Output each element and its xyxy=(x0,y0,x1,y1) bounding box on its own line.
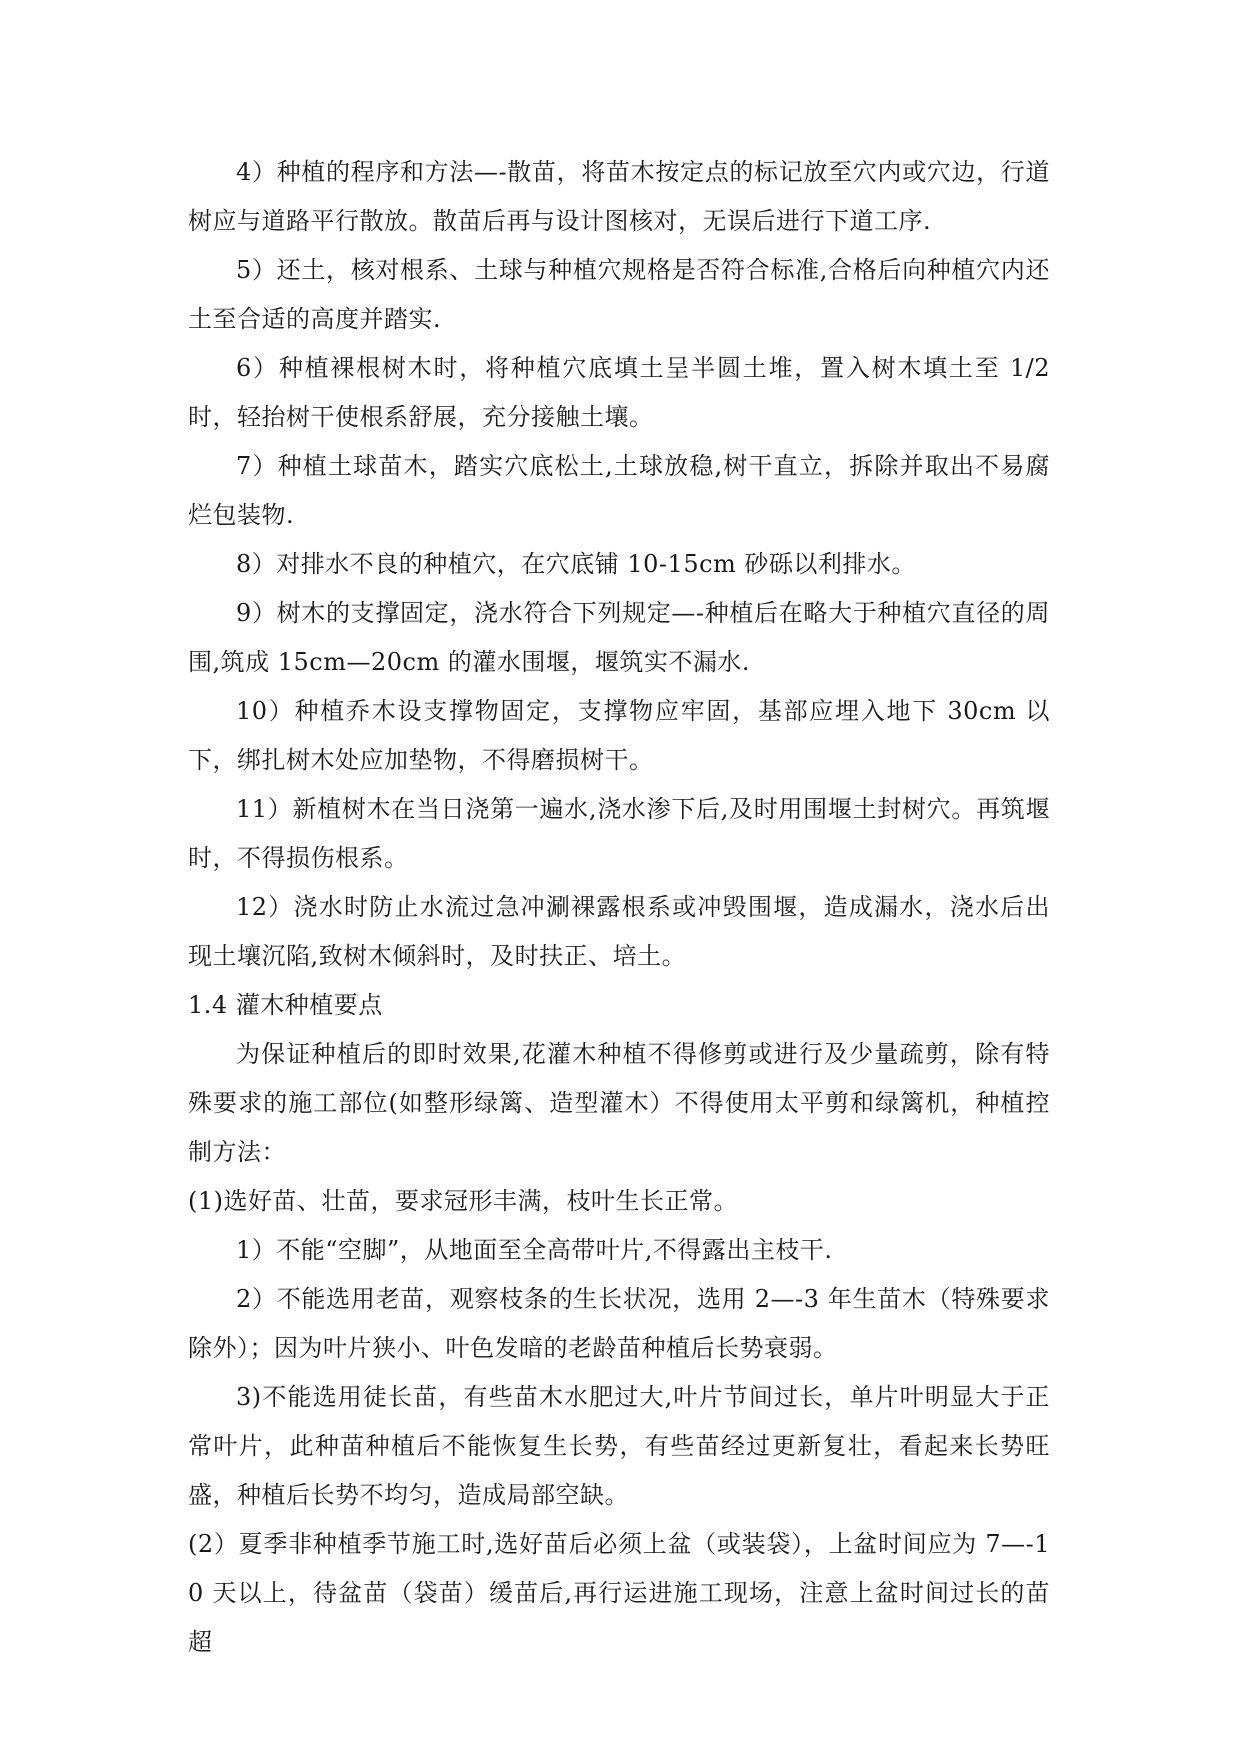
section-heading: 1.4 灌木种植要点 xyxy=(188,991,383,1019)
paragraph-step-10: 10）种植乔木设支撑物固定，支撑物应牢固，基部应埋入地下 30cm 以下，绑扎树木处应加垫物，不得磨损树干。 xyxy=(188,697,1050,774)
paragraph-item-1-sub-1: 1）不能“空脚”，从地面至全高带叶片,不得露出主枝干. xyxy=(236,1236,833,1264)
paragraph-step-6: 6）种植裸根树木时，将种植穴底填土呈半圆土堆，置入树木填土至 1/2 时，轻抬树干使根系舒展，充分接触土壤。 xyxy=(188,354,1050,431)
document-body xyxy=(188,148,1050,1667)
paragraph-step-5: 5）还土，核对根系、土球与种植穴规格是否符合标准,合格后向种植穴内还土至合适的高度并踏实. xyxy=(188,256,1050,333)
paragraph-intro: 为保证种植后的即时效果,花灌木种植不得修剪或进行及少量疏剪，除有特殊要求的施工部位(如整形绿篱、造型灌木）不得使用太平剪和绿篱机，种植控制方法： xyxy=(188,1040,1050,1166)
paragraph-step-9: 9）树木的支撑固定，浇水符合下列规定—-种植后在略大于种植穴直径的周围,筑成 15cm—20cm 的灌水围堰，堰筑实不漏水. xyxy=(188,599,1050,676)
paragraph-step-12: 12）浇水时防止水流过急冲涮裸露根系或冲毁围堰，造成漏水，浇水后出现土壤沉陷,致树木倾斜时，及时扶正、培土。 xyxy=(188,893,1050,970)
paragraph-step-8: 8）对排水不良的种植穴，在穴底铺 10-15cm 砂砾以利排水。 xyxy=(236,550,916,578)
paragraph-item-1-sub-3: 3)不能选用徒长苗，有些苗木水肥过大,叶片节间过长，单片叶明显大于正常叶片，此种苗种植后不能恢复生长势，有些苗经过更新复壮，看起来长势旺盛，种植后长势不均匀，造成局部空缺。 xyxy=(188,1383,1050,1509)
paragraph-item-1-sub-2: 2）不能选用老苗，观察枝条的生长状况，选用 2—-3 年生苗木（特殊要求除外）；因为叶片狭小、叶色发暗的老龄苗种植后长势衰弱。 xyxy=(188,1285,1050,1362)
paragraph-step-4: 4）种植的程序和方法—-散苗，将苗木按定点的标记放至穴内或穴边，行道树应与道路平行散放。散苗后再与设计图核对，无误后进行下道工序. xyxy=(188,158,1050,235)
paragraph-item-2: (2）夏季非种植季节施工时,选好苗后必须上盆（或装袋），上盆时间应为 7—-10 天以上，待盆苗（袋苗）缓苗后,再行运进施工现场，注意上盆时间过长的苗超 xyxy=(188,1530,1050,1656)
paragraph-item-1: (1)选好苗、壮苗，要求冠形丰满，枝叶生长正常。 xyxy=(188,1187,738,1215)
paragraph-step-11: 11）新植树木在当日浇第一遍水,浇水渗下后,及时用围堰土封树穴。再筑堰时，不得损伤根系。 xyxy=(188,795,1050,872)
paragraph-step-7: 7）种植土球苗木，踏实穴底松土,土球放稳,树干直立，拆除并取出不易腐烂包装物. xyxy=(188,452,1050,529)
